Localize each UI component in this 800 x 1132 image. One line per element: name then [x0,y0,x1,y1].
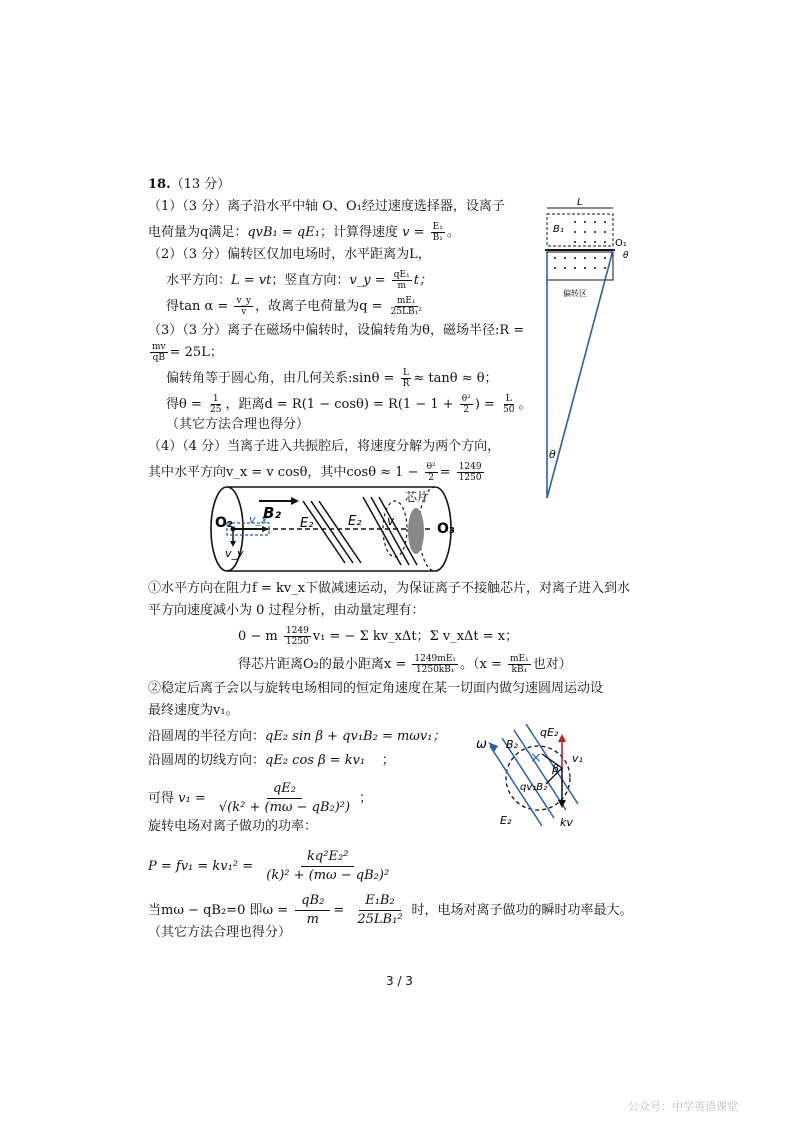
frac-num: 1 [212,394,219,404]
part1-eq: qvB₁ = qE₁ [247,225,320,240]
e2-label-1: E₂ [300,516,314,531]
chip-shape [408,508,424,554]
part3-line2 [148,342,223,363]
section2-result [148,780,372,817]
frac-den: 25LB₁² [357,912,403,927]
frac-den: 2 [428,473,434,483]
part3-eq: ) = [474,397,495,412]
section1-line3 [238,626,518,647]
page-number: 3 / 3 [386,974,413,988]
part3-line1: （3）（3 分）离子在磁场中偏转时，设偏转角为θ，磁场半径:R = [148,323,525,338]
part4-eq: = [439,465,451,480]
frac-den: R [402,379,410,389]
part1-frac [431,222,445,243]
part3-dist: ，距离d = R(1 − cosθ) = R(1 − 1 + [225,397,454,412]
e2-line-4 [363,497,401,565]
circular-motion-figure [470,724,620,839]
part1-text: 电荷量为q满足： [148,225,248,240]
part3-theta: 得θ = [166,397,202,412]
frac-den: 2 [463,405,470,415]
vx-label: v_x [249,513,268,526]
cond-frac2 [351,892,408,929]
part2-eq3: t； [413,273,432,288]
part3-line4 [166,394,532,415]
part4-line2 [148,462,486,483]
part3-frac3 [208,394,223,415]
frac-num: mE₁ [510,654,529,664]
part3-frac1 [150,342,168,363]
frac-den: 1250kB₁ [415,665,455,675]
frac-num: qE₁ [393,270,410,280]
b2-arrowhead [291,497,299,505]
frac-den: (k)² + (mω − qB₂)² [266,868,390,883]
kv-label: kv [560,816,573,829]
part2-line2 [166,270,432,291]
section1-frac3 [508,654,531,675]
part2-tan: 得tan α = [166,299,229,314]
radial-eq: qE₂ sin β + qv₁B₂ = mωv₁； [265,729,446,744]
section2-line1: ②稳定后离子会以与旋转电场相同的恒定角速度在某一切面内做匀速圆周运动设 [148,681,604,696]
frac-den: 1250 [285,637,309,647]
part2-eq1: L = vt [231,273,272,288]
frac-den: kB₁ [511,665,528,675]
frac-num: kq²E₂² [301,848,354,867]
section1-frac1 [284,626,311,647]
part3-frac2 [401,368,412,389]
cond-frac1 [295,892,330,929]
part4-text: 其中水平方向v_x = v cosθ，其中cosθ ≈ 1 − [148,465,419,480]
frac-num: L [505,394,512,404]
tangent-end: ； [381,753,395,768]
part3-frac4 [460,394,473,415]
section2-power [148,848,398,885]
frac-num: 1249mE₁ [414,654,456,664]
part2-text: 水平方向： [166,273,232,288]
part3-approx: ≈ tanθ ≈ θ； [413,371,498,386]
part3-note: （其它方法合理也得分） [166,417,310,432]
v1-label: v₁ [572,752,583,765]
cond-end: 时，电场对离子做功的瞬时功率最大。 [411,903,633,918]
lorentz-label: qv₁B₂ [520,782,548,793]
cond-eq: = [333,903,345,918]
frac-den: m [306,912,319,927]
result-frac [213,780,356,817]
v-label: v [387,514,395,528]
part2-eq2: v_y = [349,273,386,288]
qe2-label: qE₂ [540,726,559,739]
deflection-region [547,252,613,280]
part2-frac2 [234,296,253,317]
part4-line1: （4）（4 分）当离子进入共振腔后，将速度分解为两个方向， [148,439,501,454]
result-v: v₁ = [178,791,206,806]
section2-note: （其它方法合理也得分） [148,925,292,940]
section2-power-intro: 旋转电场对离子做功的功率： [148,819,318,834]
e2-line-1 [303,501,345,563]
cross-mark: × [530,750,542,766]
frac-num: mv [152,342,166,352]
section1-end: 也对） [532,657,572,672]
section2-line2: 最终速度为v₁。 [148,703,239,718]
section1-line2: 平方向速度减小为 0 过程分析，由动量定理有： [148,603,425,618]
question-points: （13 分） [170,177,231,192]
frac-den: 25LB₁² [390,307,422,317]
frac-num: v_y [236,296,252,306]
tangent-eq: qE₂ cos β = kv₁ [265,753,366,768]
part1-end: 。 [446,225,460,240]
power-frac [260,848,395,885]
part2-frac3 [389,296,424,317]
tangent-label: 沿圆周的切线方向： [148,753,266,768]
frac-num: E₁B₂ [359,892,400,911]
region-label: 偏转区 [563,289,587,298]
question-header [148,176,230,194]
frac-num: θ² [426,462,436,472]
theta-small-label: θ [623,251,629,261]
question-number: 18. [148,177,171,192]
frac-num: qB₂ [295,892,330,911]
o3-label: O₃ [437,521,456,537]
frac-num: L [402,368,409,378]
part3-line3 [166,368,498,389]
length-label: L [577,197,583,208]
section1-line4 [238,654,572,675]
e2-line-2 [311,501,353,563]
frac-den: B₁ [432,233,443,243]
part2-line3 [166,296,426,317]
o1-label: O₁ [615,238,627,249]
frac-den: m [397,281,406,291]
e2-line-3 [319,501,361,563]
beta-label: β [552,762,560,775]
section2-radial [148,728,445,746]
section1-text2: 得芯片距离O₂的最小距离x = [238,657,407,672]
radial-label: 沿圆周的半径方向： [148,729,266,744]
section1-line1: ①水平方向在阻力f = kv_x下做减速运动，为保证离子不接触芯片，对离子进入到水 [148,581,631,596]
frac-num: E₁ [432,222,443,232]
theta-label: θ [549,448,556,461]
slanted-line [547,250,613,498]
result-end: ； [359,791,373,806]
frac-num: qE₂ [267,780,302,799]
v1-arrowhead [558,734,566,742]
part2-line1: （2）（3 分）偏转区仅加电场时，水平距离为L， [148,247,431,262]
chip-label: 芯片 [405,490,430,504]
part3-end: 。 [518,397,532,412]
part3-r: = 25L； [169,345,223,360]
section2-tangent [148,752,395,770]
b2-label: B₂ [263,504,282,522]
power-eq: P = fv₁ = kv₁² = [148,859,254,874]
section1-eq: v₁ = − Σ kv_xΔt；Σ v_xΔt = x； [312,629,519,644]
part3-text: 偏转角等于圆心角，由几何关系:sinθ = [166,371,395,386]
part2-text3: ，故离子电荷量为q = [255,299,383,314]
section1-text: 0 − m [238,629,278,644]
result-label: 可得 [148,791,175,806]
deflection-figure [535,196,675,506]
frac-num: 1249 [285,626,309,636]
part2-text2: ；竖直方向： [271,273,350,288]
frac-den: qB [152,353,165,363]
frac-den: v [241,307,247,317]
part4-frac2 [457,462,484,483]
omega-label: ω [476,737,487,752]
part1-v: v = [402,225,425,240]
frac-den: 1250 [458,473,482,483]
frac-num: θ² [461,394,471,404]
frac-num: mE₁ [396,296,416,306]
b2-label: B₂ [506,738,518,751]
part1-text2: ；计算得速度 [319,225,398,240]
part1-line2 [148,222,460,243]
part3-frac5 [501,394,516,415]
frac-den: 25 [210,405,222,415]
resonator-cylinder-figure [205,483,470,578]
vx-arrowhead [262,526,269,532]
frac-den: 50 [503,405,515,415]
o2-label: O₂ [215,515,234,531]
e2-label: E₂ [500,814,512,827]
frac-den: √(k² + (mω − qB₂)²) [218,800,351,815]
part2-frac1 [392,270,412,291]
vy-label: v_y [225,547,244,560]
frac-num: 1249 [458,462,482,472]
watermark: 公众号：中学英语课堂 [628,1100,738,1113]
section1-alt: 。（x = [460,657,502,672]
part4-frac1 [425,462,438,483]
b1-label: B₁ [553,224,564,235]
cond-text: 当mω − qB₂=0 即ω = [148,903,289,918]
part1-line1: （1）（3 分）离子沿水平中轴 O、O₁经过速度选择器，设离子 [148,199,505,214]
section1-frac2 [412,654,458,675]
e2-label-2: E₂ [348,514,362,529]
